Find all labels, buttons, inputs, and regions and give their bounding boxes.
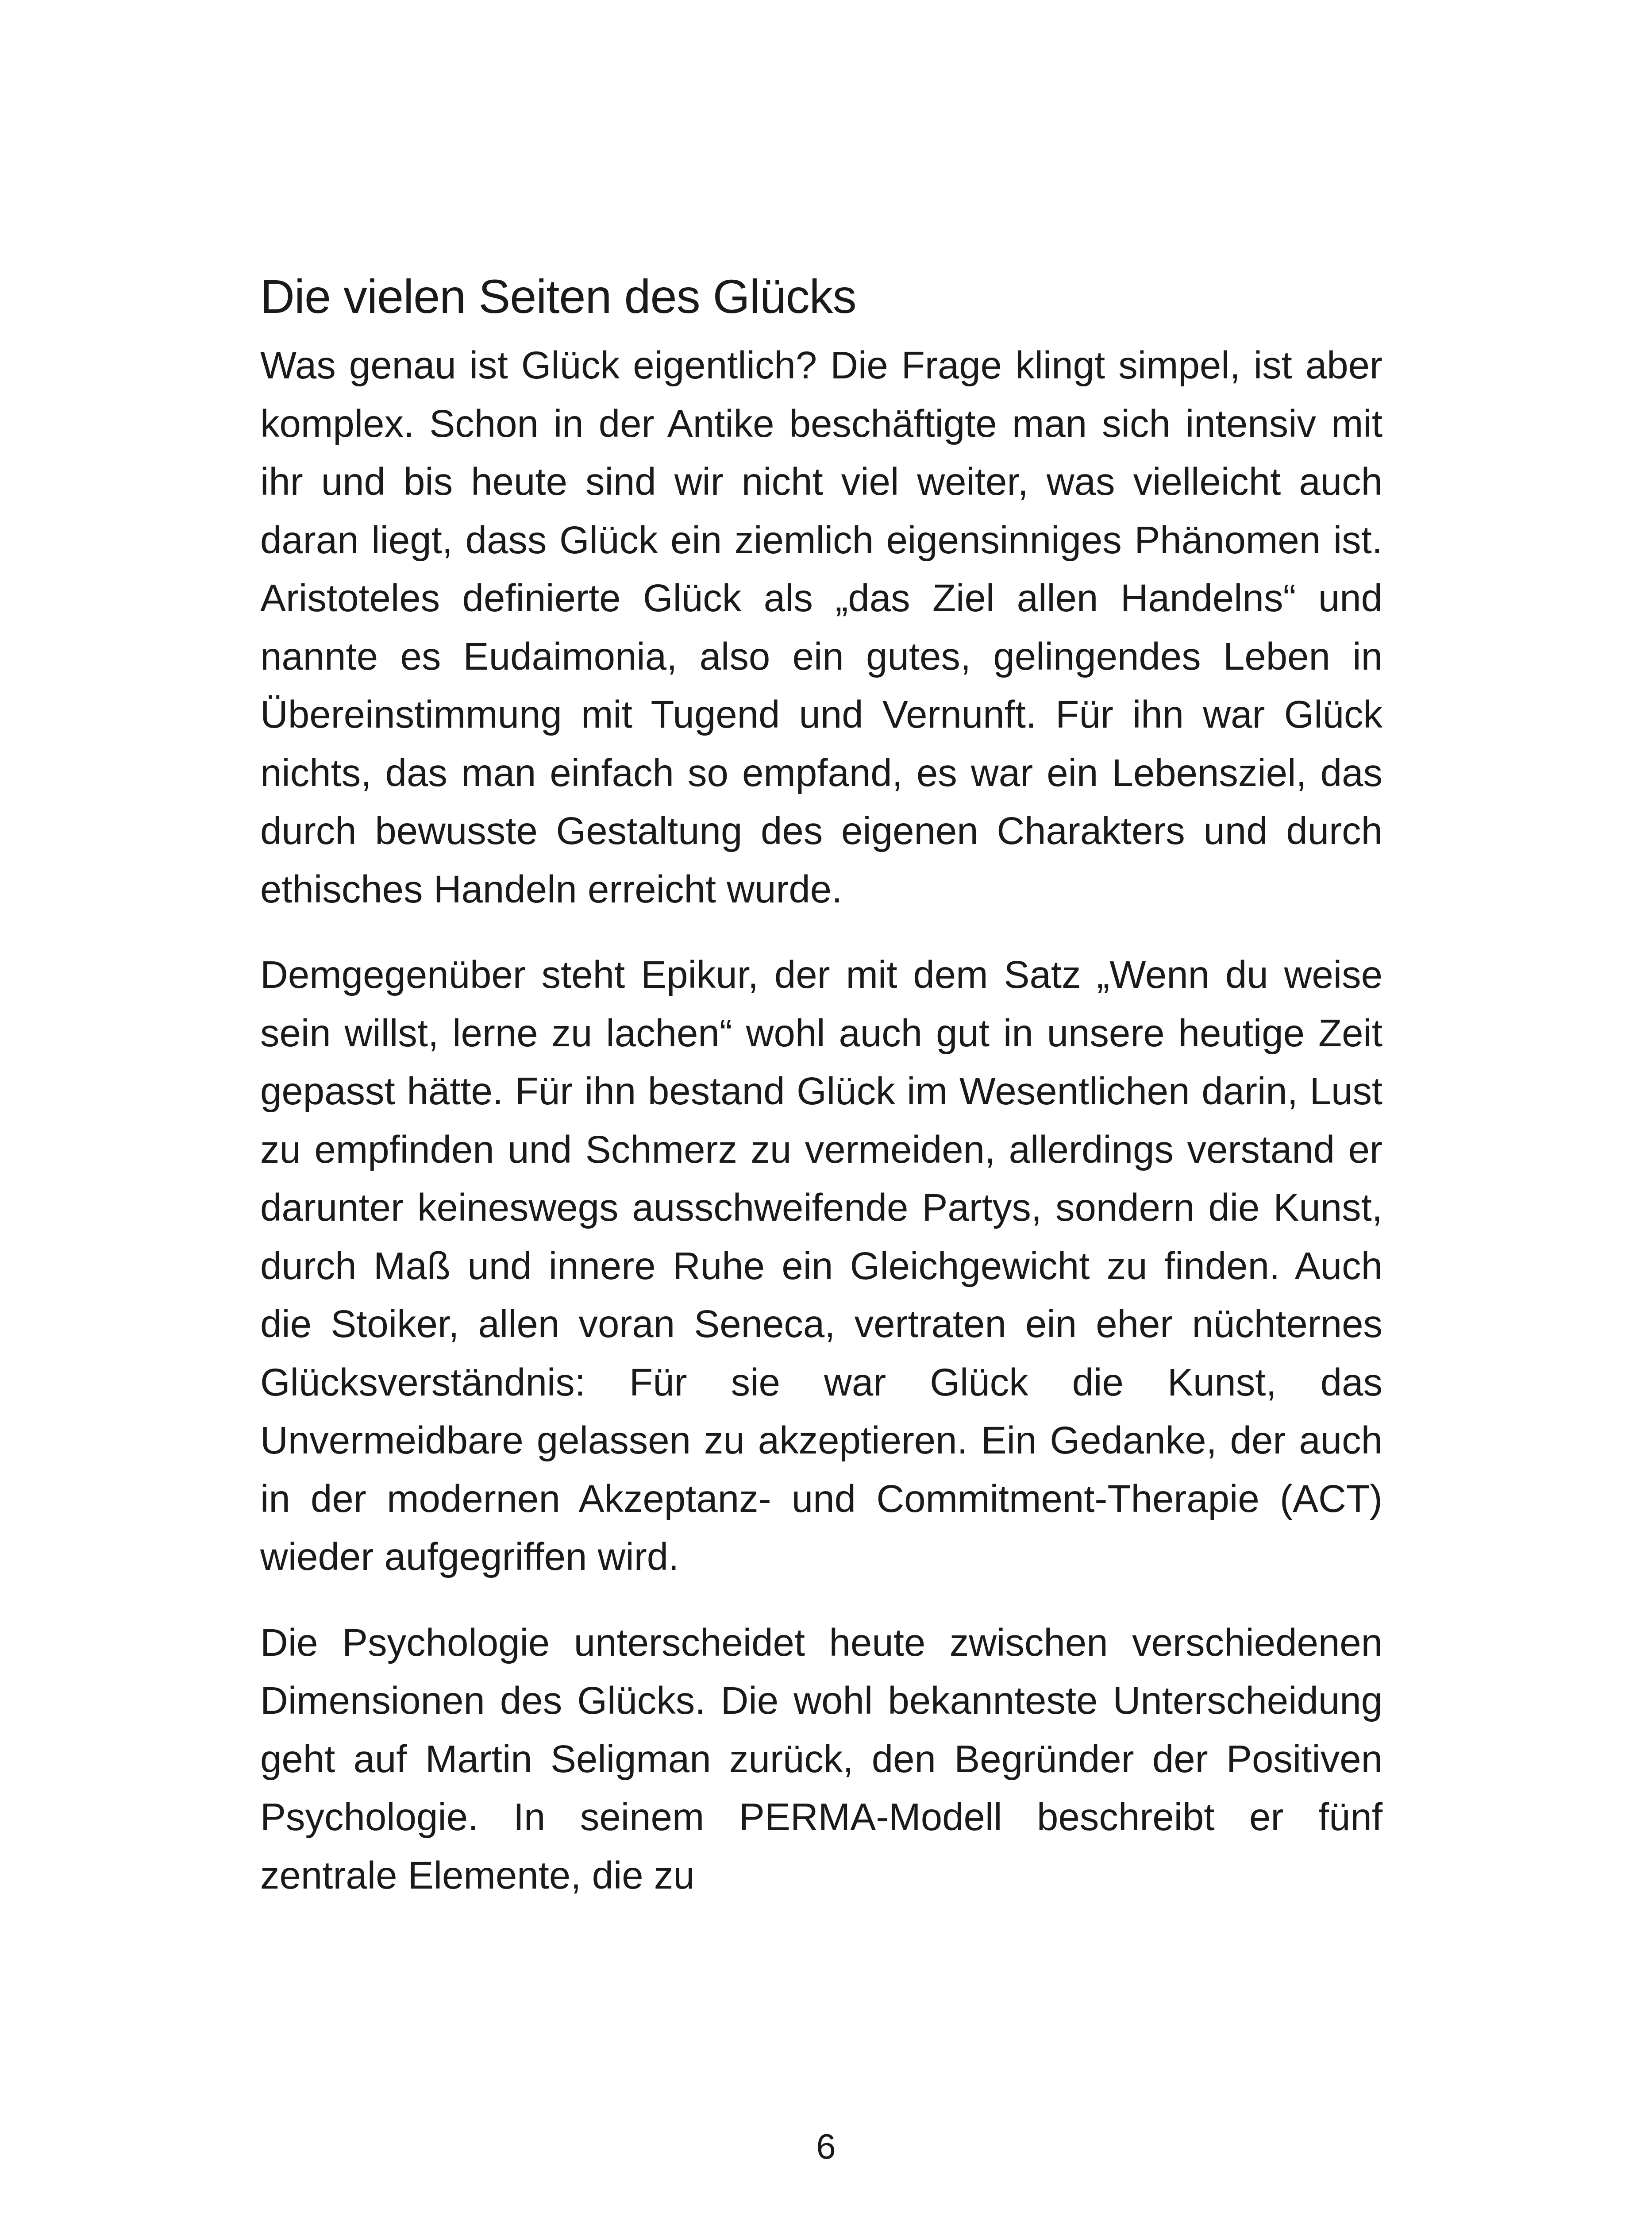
paragraph-psychologie: Die Psychologie unterscheidet heute zwischen verschiedenen Dimensionen des Glücks. Die wohl bekannteste Unterscheidung geht auf Martin Seligman zurück, den Begründer der Positiven Psychologie. In seinem PERMA-Modell beschreibt er fünf zentrale Elemente, die zu [260,1621,1382,1897]
paragraph-aristoteles: Was genau ist Glück eigentlich? Die Frage klingt simpel, ist aber komplex. Schon in der Antike beschäftigte man sich intensiv mit ihr und bis heute sind wir nicht viel weiter, was vielleicht auch daran liegt, dass Glück ein ziemlich eigensinniges Phänomen ist. Aristoteles definierte Glück als „das Ziel allen Handelns“ und nannte es Eudaimonia, also ein gutes, gelingendes Leben in Übereinstimmung mit Tugend und Vernunft. Für ihn war Glück nichts, das man einfach so empfand, es war ein Lebensziel, das durch bewusste Gestaltung des eigenen Charakters und durch ethisches Handeln erreicht wurde. [260,344,1382,911]
page-number: 6 [816,2127,836,2166]
section-heading: Die vielen Seiten des Glücks [260,270,856,323]
paragraph-epikur: Demgegenüber steht Epikur, der mit dem Satz „Wenn du weise sein willst, lerne zu lachen“ wohl auch gut in unsere heutige Zeit gepasst hätte. Für ihn bestand Glück im Wesentlichen darin, Lust zu empfinden und Schmerz zu vermeiden, allerdings verstand er darunter keineswegs ausschweifende Partys, sondern die Kunst, durch Maß und innere Ruhe ein Gleichgewicht zu finden. Auch die Stoiker, allen voran Seneca, vertraten ein eher nüchternes Glücksverständnis: Für sie war Glück die Kunst, das Unvermeidbare gelassen zu akzeptieren. Ein Gedanke, der auch in der modernen Akzeptanz- und Commitment-Therapie (ACT) wieder aufgegriffen wird. [260,953,1382,1578]
page-content [260,261,1382,1905]
